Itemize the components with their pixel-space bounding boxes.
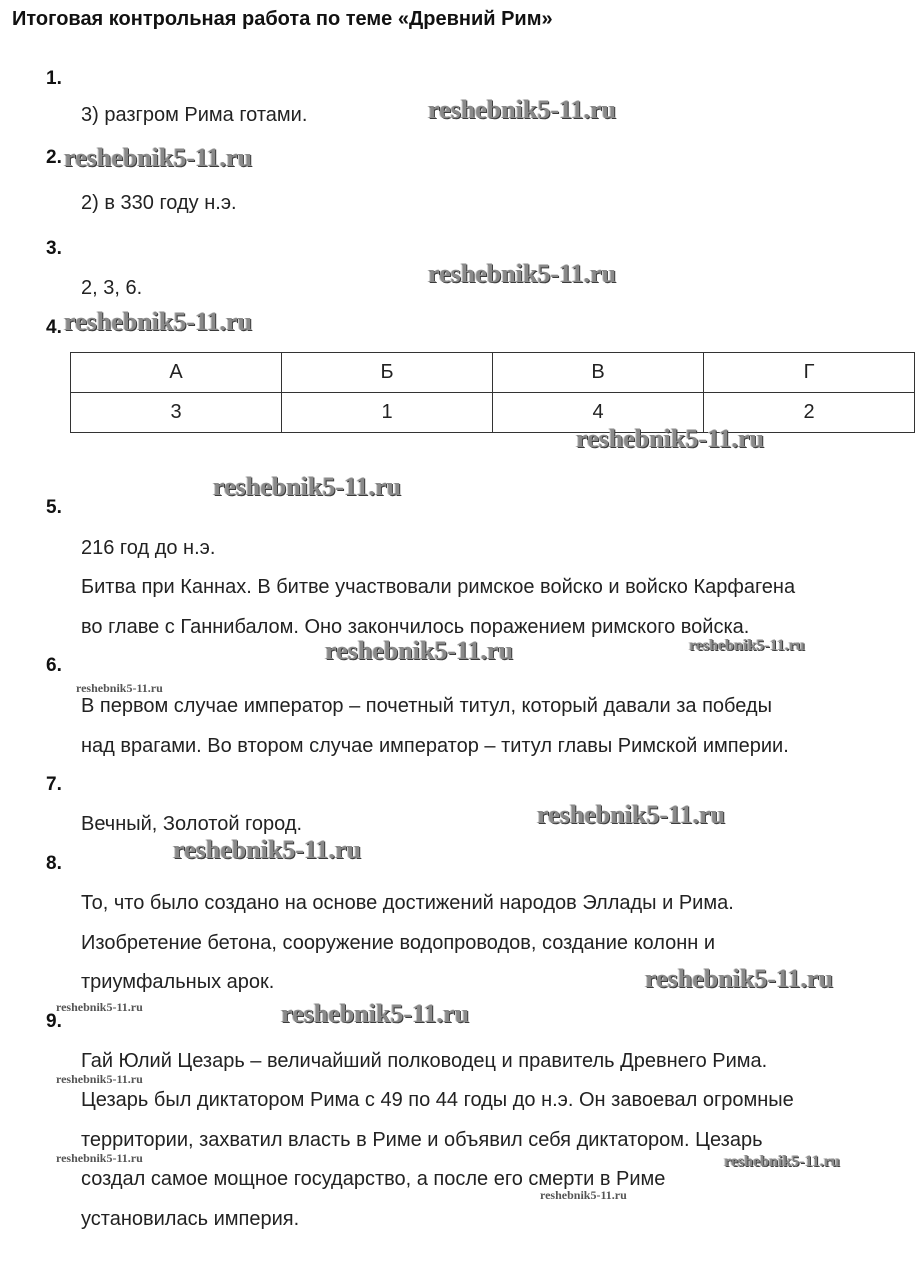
question-9-line-5: установилась империя.: [81, 1208, 300, 1230]
watermark: reshebnik5-11.ru: [281, 999, 470, 1028]
watermark: reshebnik5-11.ru: [213, 472, 402, 501]
question-9-line-4: создал самое мощное государство, а после его смерти в Риме: [81, 1168, 666, 1190]
table-value-row: [71, 393, 915, 433]
question-5-number: 5.: [46, 497, 62, 518]
question-9-line-3: территории, захватил власть в Риме и объявил себя диктатором. Цезарь: [81, 1129, 763, 1151]
question-2-answer: 2) в 330 году н.э.: [81, 192, 237, 214]
table-header-cell: В: [493, 353, 704, 393]
watermark: reshebnik5-11.ru: [540, 1188, 627, 1202]
question-9-line-2: Цезарь был диктатором Рима с 49 по 44 годы до н.э. Он завоевал огромные: [81, 1089, 794, 1111]
watermark: reshebnik5-11.ru: [428, 95, 617, 124]
question-8-line-2: Изобретение бетона, сооружение водопроводов, создание колонн и: [81, 932, 716, 954]
question-3-answer: 2, 3, 6.: [81, 277, 143, 299]
question-5-line-3: во главе с Ганнибалом. Оно закончилось поражением римского войска.: [81, 616, 750, 638]
question-1-answer: 3) разгром Рима готами.: [81, 104, 308, 126]
watermark: reshebnik5-11.ru: [689, 637, 805, 654]
question-4-number: 4.: [46, 317, 62, 338]
question-2-number: 2.: [46, 147, 62, 168]
watermark: reshebnik5-11.ru: [56, 1072, 143, 1086]
question-8-line-1: То, что было создано на основе достижений народов Эллады и Рима.: [81, 892, 734, 914]
watermark: reshebnik5-11.ru: [428, 259, 617, 288]
watermark: reshebnik5-11.ru: [64, 307, 253, 336]
question-7-number: 7.: [46, 774, 62, 795]
question-6-line-1: В первом случае император – почетный титул, который давали за победы: [81, 695, 772, 717]
question-8-number: 8.: [46, 853, 62, 874]
page-title: Итоговая контрольная работа по теме «Древний Рим»: [12, 8, 553, 30]
table-value-cell: 2: [704, 393, 915, 433]
question-5-line-1: 216 год до н.э.: [81, 537, 216, 559]
watermark: reshebnik5-11.ru: [64, 143, 253, 172]
question-7-answer: Вечный, Золотой город.: [81, 813, 303, 835]
question-1-number: 1.: [46, 68, 62, 89]
watermark: reshebnik5-11.ru: [76, 681, 163, 695]
watermark: reshebnik5-11.ru: [325, 636, 514, 665]
watermark: reshebnik5-11.ru: [724, 1153, 840, 1170]
answer-table: [70, 352, 915, 433]
watermark: reshebnik5-11.ru: [537, 800, 726, 829]
table-value-cell: 3: [71, 393, 282, 433]
table-header-row: [71, 353, 915, 393]
table-header-cell: Г: [704, 353, 915, 393]
watermark: reshebnik5-11.ru: [173, 835, 362, 864]
question-9-number: 9.: [46, 1011, 62, 1032]
question-8-line-3: триумфальных арок.: [81, 971, 275, 993]
question-6-number: 6.: [46, 655, 62, 676]
question-5-line-2: Битва при Каннах. В битве участвовали римское войско и войско Карфагена: [81, 576, 796, 598]
question-9-line-1: Гай Юлий Цезарь – величайший полководец и правитель Древнего Рима.: [81, 1050, 768, 1072]
table-header-cell: А: [71, 353, 282, 393]
table-value-cell: 4: [493, 393, 704, 433]
watermark: reshebnik5-11.ru: [576, 424, 765, 453]
table-header-cell: Б: [282, 353, 493, 393]
watermark: reshebnik5-11.ru: [645, 964, 834, 993]
watermark: reshebnik5-11.ru: [56, 1151, 143, 1165]
question-3-number: 3.: [46, 238, 62, 259]
table-value-cell: 1: [282, 393, 493, 433]
watermark: reshebnik5-11.ru: [56, 1000, 143, 1014]
question-6-line-2: над врагами. Во втором случае император – титул главы Римской империи.: [81, 735, 789, 757]
